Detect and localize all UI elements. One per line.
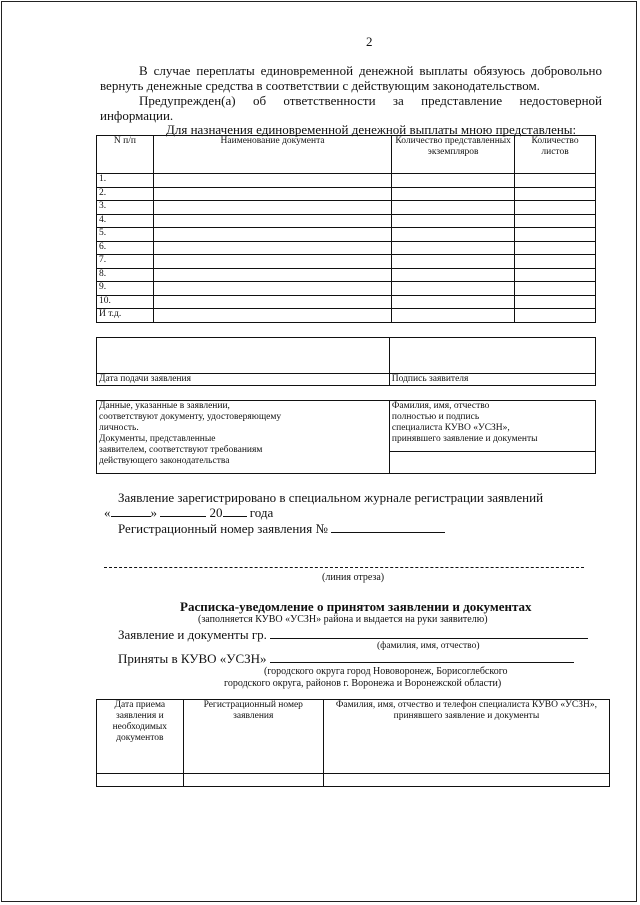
signature-field[interactable] [389, 338, 595, 374]
accepted-label: Приняты в КУВО «УСЗН» [118, 651, 267, 666]
cell-sheets[interactable] [515, 174, 596, 188]
receipt-header-date: Дата приема заявления и необходимых документов [97, 700, 184, 774]
signature-label: Подпись заявителя [389, 374, 595, 386]
year-suffix: года [249, 505, 274, 520]
date-label: Дата подачи заявления [97, 374, 390, 386]
applicant-name-field[interactable] [270, 626, 588, 639]
verification-left-line: действующего законодательства [99, 456, 230, 466]
applicant-line [118, 626, 588, 642]
specialist-signature-field[interactable] [389, 452, 595, 474]
receipt-specialist-cell[interactable] [323, 774, 609, 787]
cell-copies[interactable] [392, 214, 515, 228]
receipt-header-specialist: Фамилия, имя, отчество и телефон специалиста КУВО «УСЗН», принявшего заявление и документы [323, 700, 609, 774]
cell-sheets[interactable] [515, 228, 596, 242]
receipt-title: Расписка-уведомление о принятом заявлении и документах [180, 599, 532, 614]
registration-line: Заявление зарегистрировано в специальном журнале регистрации заявлений [118, 490, 544, 505]
cell-doc-name[interactable] [153, 282, 391, 296]
cell-sheets[interactable] [515, 282, 596, 296]
intro-paragraph-1-line-1: В случае переплаты единовременной денежной выплаты обязуюсь добровольно [139, 63, 602, 78]
verification-right-line: специалиста КУВО «УСЗН», [391, 423, 510, 433]
row-number: 4. [97, 214, 154, 228]
row-number: 1. [97, 174, 154, 188]
table-row [97, 268, 596, 282]
verification-left-line: личность. [99, 423, 139, 433]
cell-doc-name[interactable] [153, 214, 391, 228]
cell-doc-name[interactable] [153, 174, 391, 188]
row-number: 5. [97, 228, 154, 242]
cell-copies[interactable] [392, 187, 515, 201]
verification-right-line: Фамилия, имя, отчество [391, 401, 490, 411]
accepted-office-field[interactable] [270, 650, 574, 663]
row-number: 9. [97, 282, 154, 296]
cell-doc-name[interactable] [153, 255, 391, 269]
cell-sheets[interactable] [515, 201, 596, 215]
registration-date-line [104, 504, 273, 520]
applicant-caption: (фамилия, имя, отчество) [377, 641, 480, 651]
cell-copies[interactable] [392, 309, 515, 323]
cut-line-label: (линия отреза) [322, 572, 385, 583]
cell-sheets[interactable] [515, 241, 596, 255]
cell-doc-name[interactable] [153, 295, 391, 309]
header-copies: Количество представленных экземпляров [392, 136, 515, 174]
cell-copies[interactable] [392, 295, 515, 309]
cell-sheets[interactable] [515, 268, 596, 282]
cut-line [104, 567, 584, 568]
verification-left-line: соответствуют документу, удостоверяющему [99, 412, 282, 422]
receipt-subtitle: (заполняется КУВО «УСЗН» района и выдается на руки заявителю) [198, 614, 488, 625]
documents-table-header [97, 136, 596, 174]
table-row [97, 241, 596, 255]
table-row [97, 214, 596, 228]
cell-copies[interactable] [392, 268, 515, 282]
registration-number-field[interactable] [331, 520, 445, 533]
cell-sheets[interactable] [515, 295, 596, 309]
date-signature-table [96, 337, 596, 386]
quote-close: » [150, 505, 157, 520]
documents-table [96, 135, 596, 323]
cell-copies[interactable] [392, 201, 515, 215]
row-number: 7. [97, 255, 154, 269]
receipt-reg-number-cell[interactable] [183, 774, 323, 787]
cell-doc-name[interactable] [153, 187, 391, 201]
table-row [97, 228, 596, 242]
intro-paragraph-3: Для назначения единовременной денежной выплаты мною представлены: [166, 122, 577, 137]
table-row [97, 187, 596, 201]
verification-right [389, 401, 595, 452]
cell-copies[interactable] [392, 282, 515, 296]
receipt-table [96, 699, 610, 787]
cell-sheets[interactable] [515, 255, 596, 269]
table-row [97, 201, 596, 215]
header-number: N п/п [97, 136, 154, 174]
date-field[interactable] [97, 338, 390, 374]
table-row [97, 174, 596, 188]
row-number: 10. [97, 295, 154, 309]
cell-copies[interactable] [392, 174, 515, 188]
intro-paragraph-2-line-1: Предупрежден(а) об ответственности за представление недостоверной [139, 93, 602, 108]
verification-left-line: заявителем, соответствуют требованиям [99, 445, 263, 455]
table-row [97, 255, 596, 269]
cell-sheets[interactable] [515, 214, 596, 228]
accepted-line [118, 650, 574, 666]
applicant-label: Заявление и документы гр. [118, 627, 267, 642]
year-field[interactable] [223, 504, 247, 517]
header-sheets: Количество листов [515, 136, 596, 174]
intro-paragraph-1-line-2: вернуть денежные средства в соответствии с действующим законодательством. [100, 78, 540, 93]
receipt-header-reg-number: Регистрационный номер заявления [183, 700, 323, 774]
table-row [97, 282, 596, 296]
row-number: 3. [97, 201, 154, 215]
intro-paragraph-2-line-2: информации. [100, 108, 174, 123]
page-number: 2 [366, 34, 373, 49]
cell-sheets[interactable] [515, 187, 596, 201]
verification-table [96, 400, 596, 474]
verification-left-line: Документы, представленные [99, 434, 216, 444]
accepted-caption-1: (городского округа город Нововоронеж, Борисоглебского [264, 666, 508, 677]
year-prefix: 20 [209, 505, 223, 520]
header-doc-name: Наименование документа [153, 136, 391, 174]
verification-right-line: полностью и подпись [391, 412, 480, 422]
verification-left-line: Данные, указанные в заявлении, [99, 401, 230, 411]
registration-number-line [118, 520, 445, 536]
cell-doc-name[interactable] [153, 268, 391, 282]
table-row [97, 295, 596, 309]
verification-left [97, 401, 390, 474]
cell-doc-name[interactable] [153, 309, 391, 323]
table-row [97, 309, 596, 323]
receipt-date-cell[interactable] [97, 774, 184, 787]
month-field[interactable] [160, 504, 206, 517]
cell-copies[interactable] [392, 255, 515, 269]
cell-sheets[interactable] [515, 309, 596, 323]
day-field[interactable] [111, 504, 151, 517]
verification-right-line: принявшего заявление и документы [391, 434, 538, 444]
quote-open: « [104, 505, 111, 520]
registration-number-label: Регистрационный номер заявления № [118, 521, 328, 536]
cell-copies[interactable] [392, 228, 515, 242]
row-number: 6. [97, 241, 154, 255]
row-number: 8. [97, 268, 154, 282]
cell-doc-name[interactable] [153, 241, 391, 255]
cell-doc-name[interactable] [153, 228, 391, 242]
cell-copies[interactable] [392, 241, 515, 255]
accepted-caption-2: городского округа, районов г. Воронежа и Воронежской области) [224, 678, 502, 689]
cell-doc-name[interactable] [153, 201, 391, 215]
row-number: И т.д. [97, 309, 154, 323]
row-number: 2. [97, 187, 154, 201]
